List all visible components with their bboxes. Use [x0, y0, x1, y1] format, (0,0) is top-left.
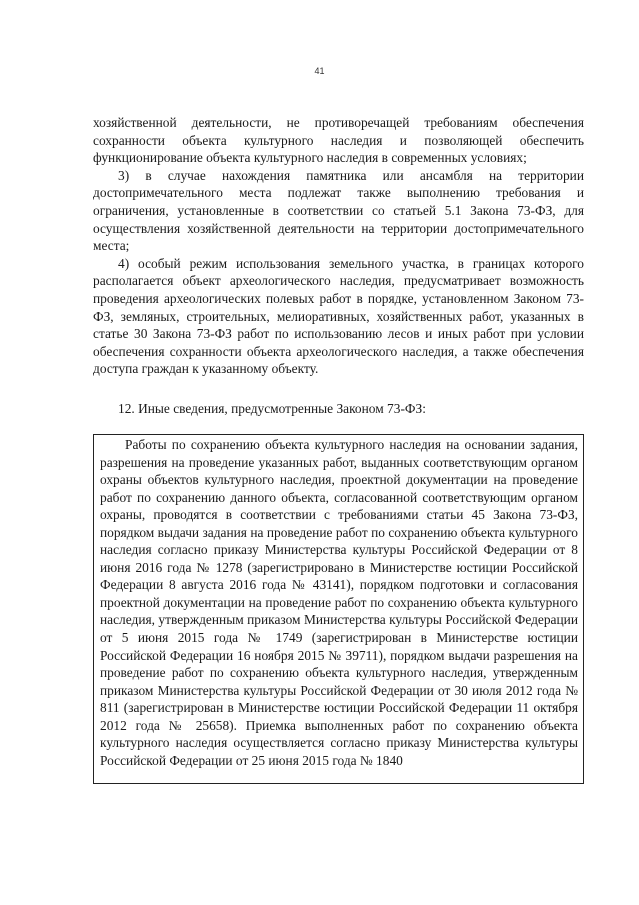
continuation-paragraph: хозяйственной деятельности, не противоречащей требованиям обеспечения сохранности объекта культурного наследия и позволяющей обеспечить функционирование объекта культурного наследия в современных условиях; — [93, 115, 584, 166]
list-item-4: 4) особый режим использования земельного участка, в границах которого располагается объект археологического наследия, предусматривает возможность проведения археологических полевых работ в порядке, установленном Законом 73-ФЗ, земляных, строительных, мелиоративных, хозяйственных работ, указанных в статье 30 Закона 73-ФЗ работ по использованию лесов и иных работ при условии обеспечения сохранности объекта археологического наследия, а также обеспечения доступа граждан к указанному объекту. — [93, 255, 584, 377]
page-number: 41 — [314, 66, 325, 76]
section-12-text: Работы по сохранению объекта культурного наследия на основании задания, разрешения на проведение указанных работ, выданных соответствующим органом охраны объектов культурного наследия, проектной документации на проведение работ по сохранению данного объекта, согласованной соответствующим органом охраны, проводятся в соответствии с требованиями статьи 45 Закона 73-ФЗ, порядком выдачи задания на проведение работ по сохранению объекта культурного наследия согласно приказу Министерства культуры Российской Федерации от 8 июня 2016 года № 1278 (зарегистрировано в Министерстве юстиции Российской Федерации 8 августа 2016 года № 43141), порядком подготовки и согласования проектной документации на проведение работ по сохранению объекта культурного наследия, утвержденным приказом Министерства культуры Российской Федерации от 5 июня 2015 года № 1749 (зарегистрирован в Министерстве юстиции Российской Федерации 16 ноября 2015 № 39711), порядком выдачи разрешения на проведение работ по сохранению объекта культурного наследия, утвержденным приказом Министерства культуры Российской Федерации от 30 июля 2012 года № 811 (зарегистрирован в Министерстве юстиции Российской Федерации 11 октября 2012 года № 25658). Приемка выполненных работ по сохранению объекта культурного наследия осуществляется согласно приказу Министерства культуры Российской Федерации от 25 июня 2015 года № 1840 — [100, 437, 578, 768]
section-12-box — [93, 434, 584, 784]
body-text — [93, 114, 584, 418]
list-item-3: 3) в случае нахождения памятника или ансамбля на территории достопримечательного места подлежат также выполнению требования и ограничения, установленные в соответствии со статьей 5.1 Закона 73-ФЗ, для осуществления хозяйственной деятельности на территории достопримечательного места; — [93, 167, 584, 254]
section-12-heading: 12. Иные сведения, предусмотренные Законом 73-ФЗ: — [118, 400, 426, 416]
